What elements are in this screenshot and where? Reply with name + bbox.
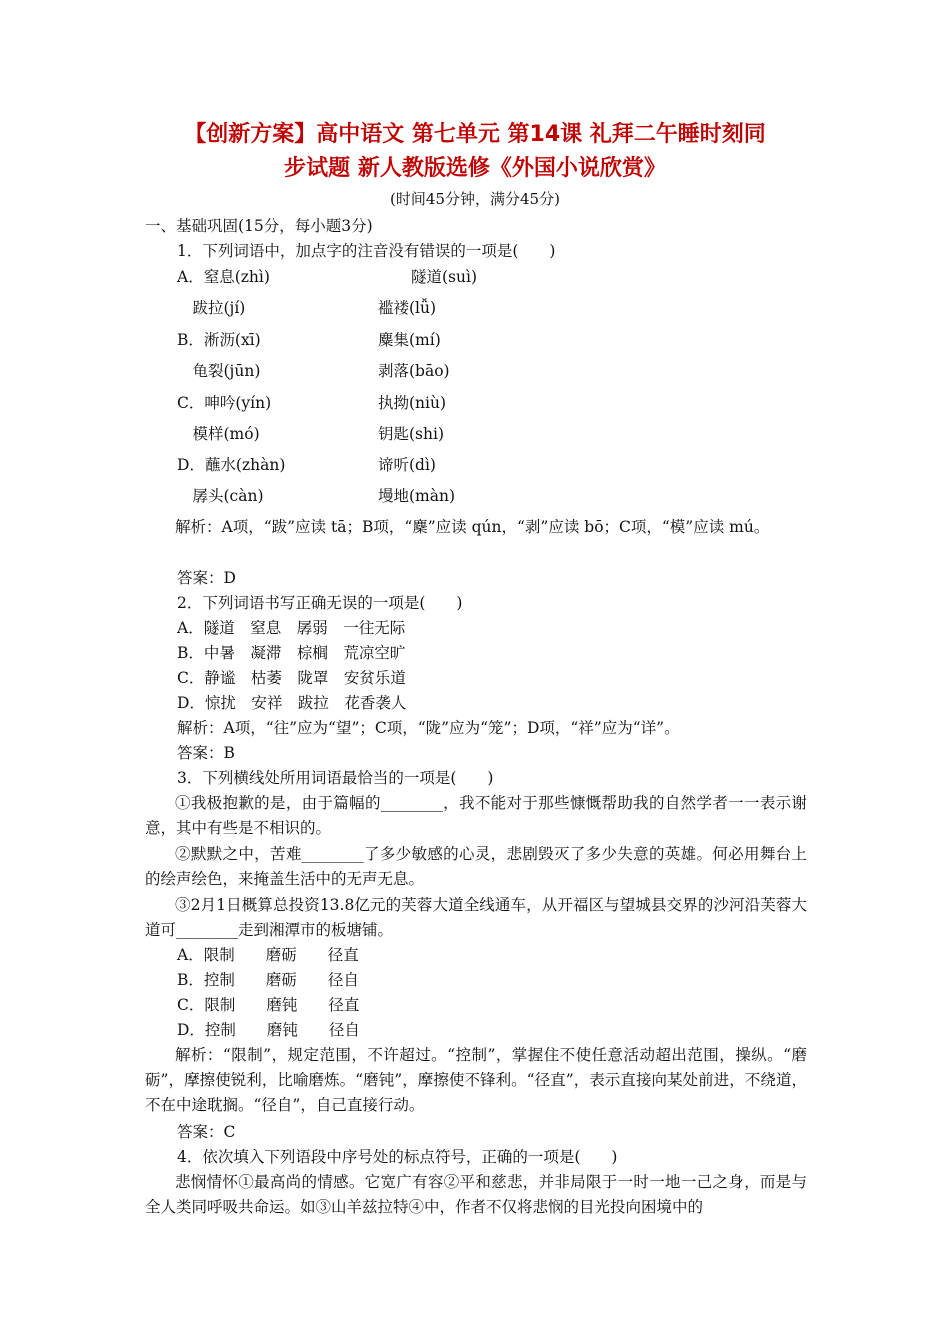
q1-option-b-right: 麋集(mí) <box>378 331 441 349</box>
title-line-2: 步试题 新人教版选修《外国小说欣赏》 <box>284 156 666 181</box>
q1-option-d-right-2: 墁地(màn) <box>378 487 456 505</box>
q2-stem: 2．下列词语书写正确无误的一项是( ) <box>177 594 463 612</box>
q2-option-a: A．隧道 窒息 孱弱 一往无际 <box>177 619 406 637</box>
q1-option-a-right: 隧道(suì) <box>411 268 477 286</box>
q2-answer: 答案：B <box>177 744 235 762</box>
section-heading: 一、基础巩固(15分，每小题3分) <box>145 217 373 235</box>
q1-option-d-left: D．蘸水(zhàn) <box>177 456 286 474</box>
q1-option-c-left: C．呻吟(yín) <box>177 394 272 412</box>
q3-sentence-1: ①我极抱歉的是，由于篇幅的________，我不能对于那些慷慨帮助我的自然学者一一表示谢意，其中有些是不相识的。 <box>145 794 807 837</box>
q4-stem: 4．依次填入下列语段中序号处的标点符号，正确的一项是( ) <box>177 1148 618 1166</box>
q1-option-c-right: 执拗(niù) <box>378 394 447 412</box>
q3-sentence-2: ②默默之中，苦难________了多少敏感的心灵，悲剧毁灭了多少失意的英雄。何必用舞台上的绘声绘色，来掩盖生活中的无声无息。 <box>145 845 807 888</box>
q1-option-a-left: A．窒息(zhì) <box>177 268 270 286</box>
q3-option-d: D．控制 磨钝 径自 <box>177 1021 360 1039</box>
q3-answer: 答案：C <box>177 1123 236 1141</box>
q2-option-c: C．静谧 枯萎 陇罩 安贫乐道 <box>177 669 406 687</box>
q1-option-b-left-2: 龟裂(jūn) <box>177 362 261 380</box>
q1-option-a-right-2: 褴褛(lǚ) <box>378 299 437 317</box>
q1-option-b-left: B．淅沥(xī) <box>177 331 261 349</box>
q3-option-c: C．限制 磨钝 径直 <box>177 996 360 1014</box>
q3-stem: 3．下列横线处所用词语最恰当的一项是( ) <box>177 769 494 787</box>
subtitle: (时间45分钟，满分45分) <box>390 190 560 208</box>
q2-analysis: 解析：A项，“往”应为“望”；C项，“陇”应为“笼”；D项，“祥”应为“详”。 <box>177 719 680 737</box>
q1-option-b-right-2: 剥落(bāo) <box>378 362 450 380</box>
q1-analysis: 解析：A项，“跋”应读 tā；B项，“麇”应读 qún，“剥”应读 bō；C项，“模”应读 mú。 <box>175 518 770 536</box>
q2-option-d: D．惊扰 安祥 跋拉 花香袭人 <box>177 694 407 712</box>
q3-sentence-3: ③2月1日概算总投资13.8亿元的芙蓉大道全线通车，从开福区与望城县交界的沙河沿芙蓉大道可________走到湘潭市的板塘铺。 <box>145 896 807 939</box>
q1-option-c-right-2: 钥匙(shi) <box>378 425 444 443</box>
q4-passage: 悲悯情怀①最高尚的情感。它宽广有容②平和慈悲，并非局限于一时一地一己之身，而是与全人类同呼吸共命运。如③山羊兹拉特④中，作者不仅将悲悯的目光投向困境中的 <box>145 1173 807 1216</box>
q2-option-b: B．中暑 凝滞 棕榈 荒凉空旷 <box>177 644 406 662</box>
q1-option-c-left-2: 模样(mó) <box>177 425 260 443</box>
q3-option-a: A．限制 磨砺 径直 <box>177 946 359 964</box>
title-line-1: 【创新方案】高中语文 第七单元 第14课 礼拜二午睡时刻同 <box>184 122 766 147</box>
q3-option-b: B．控制 磨砺 径自 <box>177 971 359 989</box>
q1-option-d-right: 谛听(dì) <box>378 456 436 474</box>
q3-analysis: 解析：“限制”，规定范围，不许超过。“控制”，掌握住不使任意活动超出范围，操纵。“磨砺”，摩擦使锐利，比喻磨炼。“磨钝”，摩擦使不锋利。“径直”，表示直接向某处前进，不绕道，不在中途耽搁。“径自”，自己直接行动。 <box>145 1046 807 1114</box>
q1-option-a-left-2: 跋拉(jí) <box>177 299 246 317</box>
q1-stem: 1．下列词语中，加点字的注音没有错误的一项是( ) <box>177 242 556 260</box>
q1-answer: 答案：D <box>177 569 236 587</box>
q1-option-d-left-2: 孱头(càn) <box>177 487 264 505</box>
